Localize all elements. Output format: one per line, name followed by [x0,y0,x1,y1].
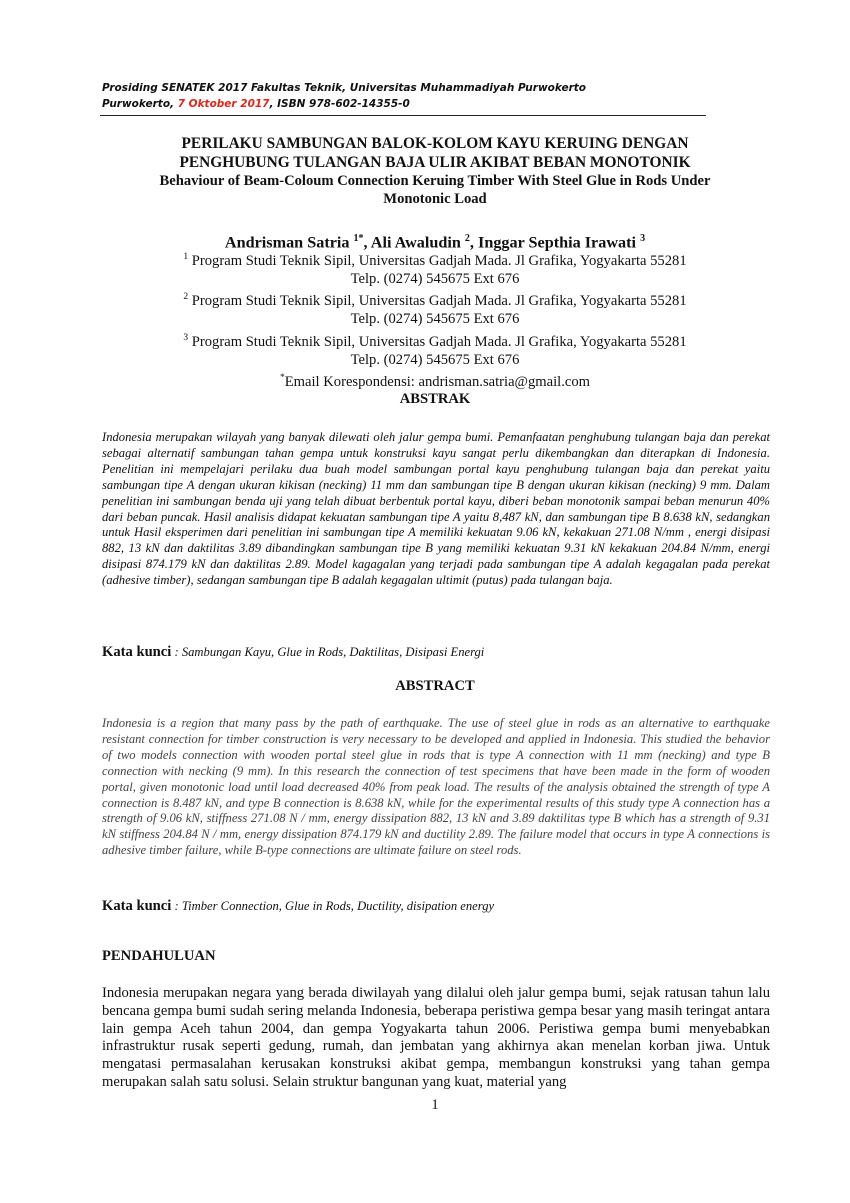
title-english-line-1: Behaviour of Beam-Coloum Connection Keruing Timber With Steel Glue in Rods Under [159,173,711,189]
abstract-text: Indonesia is a region that many pass by the path of earthquake. The use of steel glue in rods as an alternative to earthquake resistant connection for timber construction is very necessary to be developed and applied in Indonesia. This studied the behavior of two models connection with wooden portal steel glue in rods that is type A connection with 11 mm (necking) and type B connection with necking (9 mm). In this research the connection of test specimens that have been made in the form of wooden portal, given monotonic load until load decreased 40% from peak load. The results of the analysis obtained the strength of type A connection is 8.487 kN, and type B connection is 8.638 kN, while for the experimental results of this study type A connection has a strength of 9.06 kN, stiffness 271.08 N / mm, energy dissipation 882, 13 kN and 3.89 daktilitas type B which has a strength of 9.31 kN stiffness 204.84 N / mm, energy dissipation 874.179 kN and ductility 2.89. The failure model that occurs in type A connections is adhesive timber failure, while B-type connections are ultimate failure on steel rods. [102,716,770,858]
title-english-line-2: Monotonic Load [383,191,487,207]
header-line-2: Purwokerto, 7 Oktober 2017, ISBN 978-602-14355-0 [102,98,410,110]
header-line-1: Prosiding SENATEK 2017 Fakultas Teknik, Universitas Muhammadiyah Purwokerto [102,82,587,94]
author-mark: 2 [464,233,470,244]
affiliation-line: $^1$ Program Studi Teknik Sipil, Universitas Gadjah Mada. Jl Grafika, Yogyakarta 55281 [183,252,687,269]
running-header [102,80,702,112]
title-indonesian-line-2: PENGHUBUNG TULANGAN BAJA ULIR AKIBAT BEBAN MONOTONIK [179,154,691,171]
author-mark: 1* [353,233,364,244]
abstract-keywords: Kata kunci : Timber Connection, Glue in Rods, Ductility, disipation energy [102,898,495,914]
header-date: 7 Oktober 2017 [177,98,270,110]
affiliation-line: $^2$ Program Studi Teknik Sipil, Universitas Gadjah Mada. Jl Grafika, Yogyakarta 55281 [183,292,687,310]
affiliation-line: $^3$ Program Studi Teknik Sipil, Universitas Gadjah Mada. Jl Grafika, Yogyakarta 55281 [183,332,687,350]
header-rule [100,115,706,116]
author-name: Andrisman Satria [224,233,350,252]
abstract-heading: ABSTRACT [395,678,475,694]
abstrak-keywords: Kata kunci : Sambungan Kayu, Glue in Rods, Daktilitas, Disipasi Energi [102,644,485,660]
title-indonesian-line-1: PERILAKU SAMBUNGAN BALOK-KOLOM KAYU KERUING DENGAN [181,135,689,152]
abstrak-text: Indonesia merupakan wilayah yang banyak dilewati oleh jalur gempa bumi. Pemanfaatan penghubung tulangan baja dan perekat sebagai alternatif sambungan tahan gempa untuk konstruksi kayu sangat perlu dikembangkan dan diterapkan di Indonesia. Penelitian ini mempelajari perilaku dua buah model sambungan portal kayu penghubung tulangan baja dan perekat yaitu sambungan tipe A dengan ukuran kikisan (necking) 11 mm dan sambungan tipe B dengan ukuran kikisan (necking) 9 mm. Dalam penelitian ini sambungan benda uji yang telah dibuat berbentuk portal kayu, diberi beban monotonik sampai beban menurun 40% dari beban puncak. Hasil analisis didapat kekuatan sambungan tipe A yaitu 8,487 kN, dan sambungan tipe B 8.638 kN, sedangkan untuk Hasil eksperimen dari penelitian ini sambungan tipe A memiliki kekuatan 9.06 kN, kekakuan 271.08 N/mm , energi disipasi 882, 13 kN dan daktilitas 3.89 dibandingkan sambungan tipe B yang memiliki kekuatan 9.31 kN kekakuan 204.84 N/mm, energi disipasi 874.179 kN dan daktilitas 2.89. Model kagagalan yang terjadi pada sambungan tipe A adalah kegagalan pada perekat (adhesive timber), sedangan sambungan tipe B adalah kegagalan ultimit (putus) pada tulangan baja. [102,430,770,588]
section-heading-pendahuluan: PENDAHULUAN [102,948,216,964]
author-mark: 3 [640,233,646,244]
affiliation-phone: Telp. (0274) 545675 Ext 676 [350,311,520,328]
affiliations [100,248,770,391]
author-list: Andrisman Satria $^{1*}$, Ali Awaludin $^2$, Inggar Septhia Irawati $^3$ [224,233,646,252]
affiliation-phone: Telp. (0274) 545675 Ext 676 [350,351,520,368]
affiliation-phone: Telp. (0274) 545675 Ext 676 [350,271,520,288]
author-name: Ali Awaludin [370,233,461,252]
abstrak-heading: ABSTRAK [399,391,471,407]
author-name: Inggar Septhia Irawati [478,233,637,252]
intro-paragraph: Indonesia merupakan negara yang berada diwilayah yang dilalui oleh jalur gempa bumi, sejak ratusan tahun lalu bencana gempa bumi sudah sering melanda Indonesia, beberapa peristiwa gempa besar yang masih teringat antara lain gempa Aceh tahun 2004, dan gempa Yogyakarta tahun 2006. Peristiwa gempa bumi menyebabkan infrastruktur rusak seperti gedung, rumah, dan jembatan yang akhirnya akan menelan korban jiwa. Untuk mengatasi permasalahan kerusakan konstruksi akibat gempa, membangun konstruksi yang tahan gempa merupakan salah satu solusi. Selain struktur bangunan yang kuat, material yang [102,985,770,1090]
page-number: 1 [431,1097,439,1113]
correspondence-email: *Email Korespondensi: andrisman.satria@gmail.com [280,372,590,390]
title-block [100,134,770,208]
